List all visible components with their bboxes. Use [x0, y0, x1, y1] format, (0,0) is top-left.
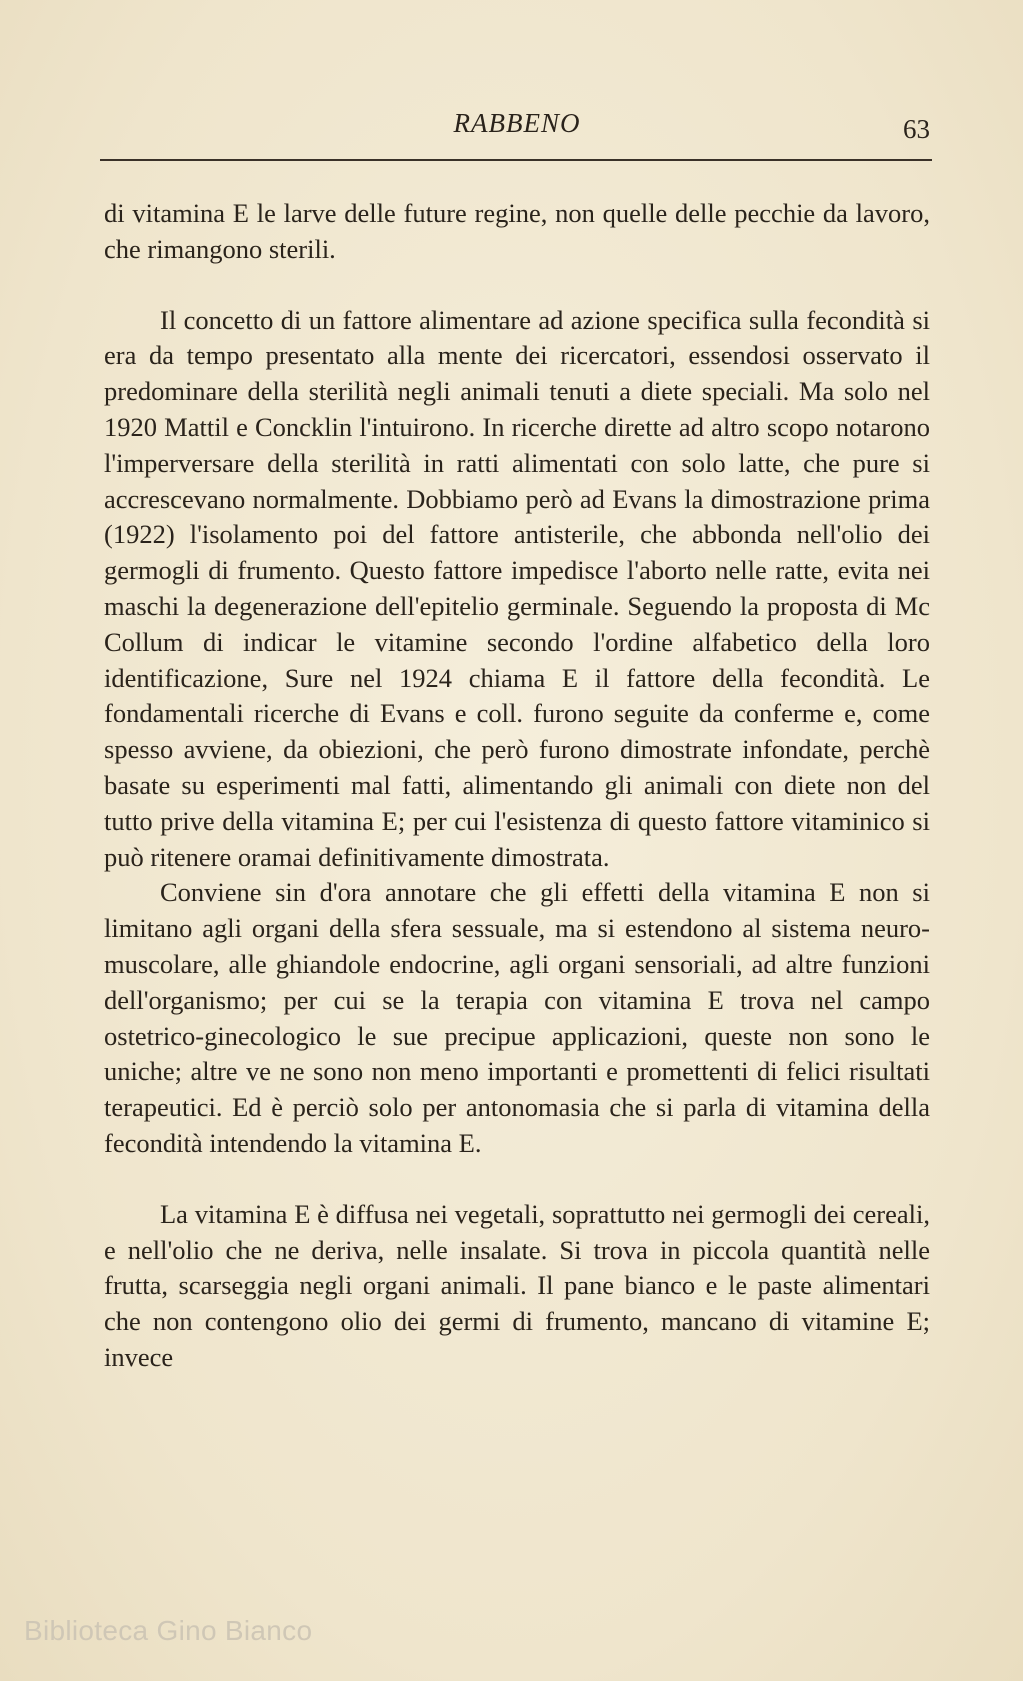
running-head: [100, 108, 934, 148]
paragraph-2: Il concetto di un fattore alimentare ad azione specifica sulla fecondità si era da tempo presentato alla mente dei ricercatori, essendosi osservato il predominare della sterilità negli animali tenuti a diete speciali. Ma solo nel 1920 Mattil e Concklin l'intuirono. In ricerche dirette ad altro scopo notarono l'imperversare della sterilità in ratti alimentati con solo latte, che pure si accrescevano normalmente. Dobbiamo però ad Evans la dimostrazione prima (1922) l'isolamento poi del fattore antisterile, che abbonda nell'olio dei germogli di frumento. Questo fattore impedisce l'aborto nelle ratte, evita nei maschi la degenerazione dell'epitelio germinale. Seguendo la proposta di Mc Collum di indicar le vitamine secondo l'ordine alfabetico della loro identificazione, Sure nel 1924 chiama E il fattore della fecondità. Le fondamentali ricerche di Evans e coll. furono seguite da conferme e, come spesso avviene, da obiezioni, che però furono dimostrate infondate, perchè basate su esperimenti mal fatti, alimentando gli animali con diete non del tutto prive della vitamina E; per cui l'esistenza di questo fattore vitaminico si può ritenere oramai definitivamente dimostrata.: [104, 304, 930, 872]
paragraph-1: di vitamina E le larve delle future regine, non quelle delle pecchie da lavoro, che rimangono sterili.: [104, 198, 930, 264]
library-watermark: Biblioteca Gino Bianco: [24, 1615, 313, 1646]
paragraph-4: La vitamina E è diffusa nei vegetali, soprattutto nei germogli dei cereali, e nell'olio che ne deriva, nelle insalate. Si trova in piccola quantità nelle frutta, scarseggia negli organi animali. Il pane bianco e le paste alimentari che non contengono olio dei germi di frumento, mancano di vitamine E; invece: [104, 1198, 930, 1372]
header-rule: [100, 159, 932, 161]
paragraph-3: Conviene sin d'ora annotare che gli effetti della vitamina E non si limitano agli organi della sfera sessuale, ma si estendono al sistema neuro-muscolare, alle ghiandole endocrine, agli organi sensoriali, ad altre funzioni dell'organismo; per cui se la terapia con vitamina E trova nel campo ostetrico-ginecologico le sue precipue applicazioni, queste non sono le uniche; altre ve ne sono non meno importanti e promettenti di felici risultati terapeutici. Ed è perciò solo per antonomasia che si parla di vitamina della fecondità intendendo la vitamina E.: [104, 877, 930, 1158]
body-text: [104, 196, 930, 1376]
page-number: 63: [903, 114, 930, 144]
running-title: RABBENO: [453, 108, 581, 138]
